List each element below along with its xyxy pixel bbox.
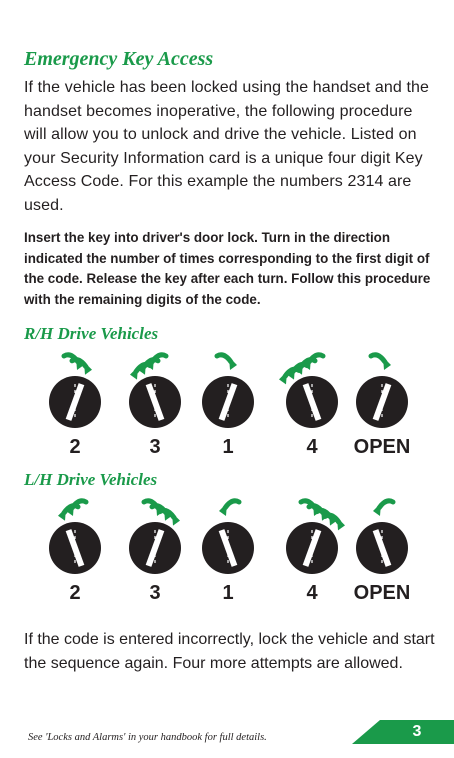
lh-lock-sequence <box>0 496 454 606</box>
lh-section-title: L/H Drive Vehicles <box>24 470 158 489</box>
lock-digit-label: 2 <box>69 582 81 604</box>
lock-lh-5 <box>337 496 427 576</box>
lock-rh-3 <box>183 350 273 430</box>
turn-arrow-icon <box>219 501 239 516</box>
lock-rh-5 <box>337 350 427 430</box>
footer-note: See 'Locks and Alarms' in your handbook for full details. <box>28 732 267 743</box>
instruction-paragraph: Insert the key into driver's door lock. Turn in the direction indicated the number of times corresponding to the first digit of the code. Release the key after each turn. Follow this procedure with the remaining digits of the code. <box>24 230 431 307</box>
lock-digit-label: 2 <box>69 436 81 458</box>
turn-arrow-icon <box>72 360 92 375</box>
lock-digit-label: OPEN <box>353 582 411 604</box>
lock-lh-1 <box>30 496 120 576</box>
turn-arrow-icon <box>217 355 237 370</box>
page-tab-notch <box>352 720 380 744</box>
page-number: 3 <box>412 723 422 740</box>
rh-section-title: R/H Drive Vehicles <box>24 324 159 343</box>
rh-lock-sequence <box>0 350 454 460</box>
turn-arrow-icon <box>58 506 78 521</box>
lock-digit-label: 4 <box>306 582 318 604</box>
intro-paragraph: If the vehicle has been locked using the handset and the handset becomes inoperative, the following procedure will allow you to unlock and drive the vehicle. Listed on your Security Information card is a unique four digit Key Access Code. For this example the numbers 2314 are used. <box>24 79 429 214</box>
page-title: Emergency Key Access <box>24 48 214 70</box>
lock-rh-1 <box>30 350 120 430</box>
closing-paragraph: If the code is entered incorrectly, lock the vehicle and start the sequence again. Four more attempts are allowed. <box>24 631 435 672</box>
lock-lh-3 <box>183 496 273 576</box>
turn-arrow-icon <box>373 501 393 516</box>
lock-digit-label: 3 <box>149 436 161 458</box>
lock-digit-label: 1 <box>222 582 234 604</box>
lock-digit-label: OPEN <box>353 436 411 458</box>
lock-digit-label: 1 <box>222 436 234 458</box>
lock-digit-label: 3 <box>149 582 161 604</box>
turn-arrow-icon <box>371 355 391 370</box>
lock-digit-label: 4 <box>306 436 318 458</box>
